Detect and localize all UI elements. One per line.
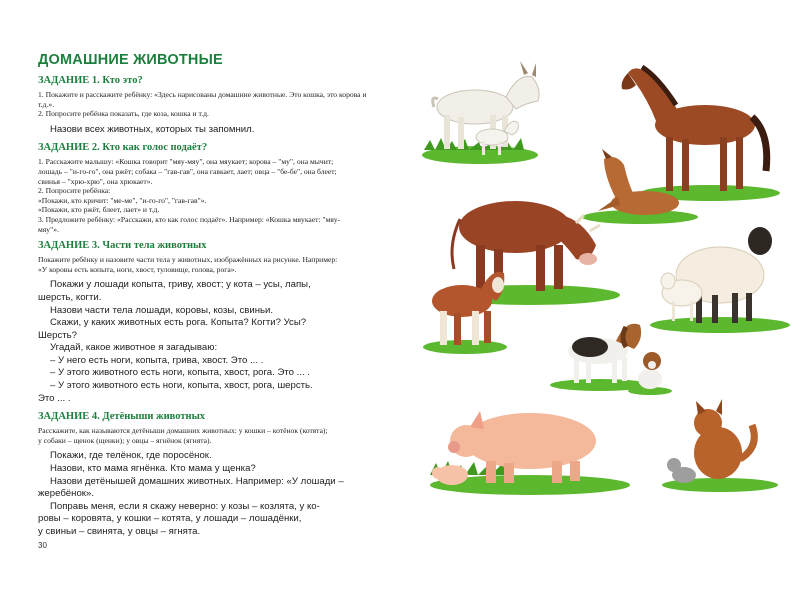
task3-heading: ЗАДАНИЕ 3. Части тела животных: [38, 240, 207, 252]
page-number: 30: [38, 541, 47, 550]
task4-instructions: [38, 426, 372, 445]
task2-instructions: [38, 157, 372, 234]
puppy-icon: [628, 352, 672, 395]
instruction-line: 1. Покажите и расскажите ребёнку: «Здесь нарисованы домашние животные. Это кошка, это корова и т.д.».: [38, 90, 367, 109]
child-line: Покажи у лошади копыта, гриву, хвост; у кота – усы, лапы,: [50, 279, 311, 291]
instruction-line: 2. Попросите ребёнка:: [38, 186, 111, 196]
calf-icon: [423, 272, 507, 354]
horse-icon: [622, 67, 780, 201]
child-line: – У этого животного есть ноги, копыта, хвост, рога. Это ... .: [50, 367, 310, 379]
text-column: [38, 52, 372, 542]
task3-instructions: [38, 255, 372, 274]
pig-with-piglet-icon: [430, 411, 630, 495]
instruction-line: Покажите ребёнку и назовите части тела у животных, изображённых на рисунке. Например:: [38, 255, 338, 265]
child-line: Назови, кто мама ягнёнка. Кто мама у щенка?: [50, 463, 256, 475]
child-line: Шерсть?: [38, 329, 77, 341]
instruction-line: лошадь – "и-го-го", она ржёт; собака – "гав-гав", она гавкает, лает; овца – "бе-бе", она блеет;: [38, 166, 337, 176]
task4-heading: ЗАДАНИЕ 4. Детёныши животных: [38, 411, 206, 423]
child-line: – У этого животного есть ноги, копыта, хвост, рога, шерсть.: [50, 380, 313, 392]
child-line: ровы – коровята, у кошки – котята, у лошади – лошадёнки,: [38, 513, 302, 525]
instruction-line: 2. Попросите ребёнка показать, где коза, кошка и т.д.: [38, 109, 209, 119]
child-line: Скажи, у каких животных есть рога. Копыта? Когти? Усы?: [50, 317, 307, 329]
goat-with-kid-icon: [422, 61, 539, 164]
child-line: шерсть, когти.: [38, 291, 102, 303]
instruction-line: 3. Предложите ребёнку: «Расскажи, кто как голос подаёт». Например: «Кошка мяукает: "мяу-: [38, 214, 341, 224]
instruction-line: «У коровы есть копыта, ноги, хвост, туловище, голова, рога».: [38, 264, 237, 274]
task1-instructions: [38, 90, 372, 119]
child-line: Назови части тела лошади, коровы, козы, свиньи.: [50, 304, 274, 316]
task4-child-text: [38, 450, 372, 538]
child-line: жеребёнок».: [38, 488, 94, 500]
task2-heading: ЗАДАНИЕ 2. Кто как голос подаёт?: [38, 142, 208, 154]
page-title: ДОМАШНИЕ ЖИВОТНЫЕ: [38, 52, 223, 68]
dog-icon: [550, 324, 650, 391]
instruction-line: «Покажи, кто ржёт, блеет, лает» и т.д.: [38, 205, 160, 215]
child-line: Это ... .: [38, 392, 71, 404]
instruction-line: Расскажите, как называются детёныши домашних животных: у кошки – котёнок (котята);: [38, 426, 328, 436]
child-line: Поправь меня, если я скажу неверно: у козы – козлята, у ко-: [50, 500, 320, 512]
instruction-line: 1. Расскажите малышу: «Кошка говорит "мяу-мяу", она мяукает; корова – "му", она мычит;: [38, 157, 334, 167]
sheep-with-lamb-icon: [650, 227, 790, 333]
farm-animals-illustration: [420, 55, 790, 515]
child-line: у свиньи – свинята, у овцы – ягнята.: [38, 526, 201, 537]
task3-child-text: [38, 279, 372, 405]
task1-heading: ЗАДАНИЕ 1. Кто это?: [38, 75, 143, 86]
instruction-line: мяу"».: [38, 224, 59, 234]
instruction-line: у собаки – щенок (щенки); у овцы – ягнёнок (ягнята).: [38, 435, 212, 445]
child-line: Покажи, где телёнок, где поросёнок.: [50, 450, 212, 462]
child-line: Угадай, какое животное я загадываю:: [50, 342, 218, 354]
child-line: – У него есть ноги, копыта, грива, хвост. Это ... .: [50, 354, 264, 366]
child-line: Назови всех животных, которых ты запомнил.: [50, 123, 255, 135]
child-line: Назови детёнышей домашних животных. Например: «У лошади –: [50, 475, 344, 487]
task1-child-text: [38, 124, 372, 137]
instruction-line: «Покажи, кто кричит: "ме-ме", "и-го-го", "гав-гав"».: [38, 195, 207, 205]
cat-with-kitten-icon: [662, 399, 778, 492]
instruction-line: свинья – "хрю-хрю", она хрюкает».: [38, 176, 153, 186]
